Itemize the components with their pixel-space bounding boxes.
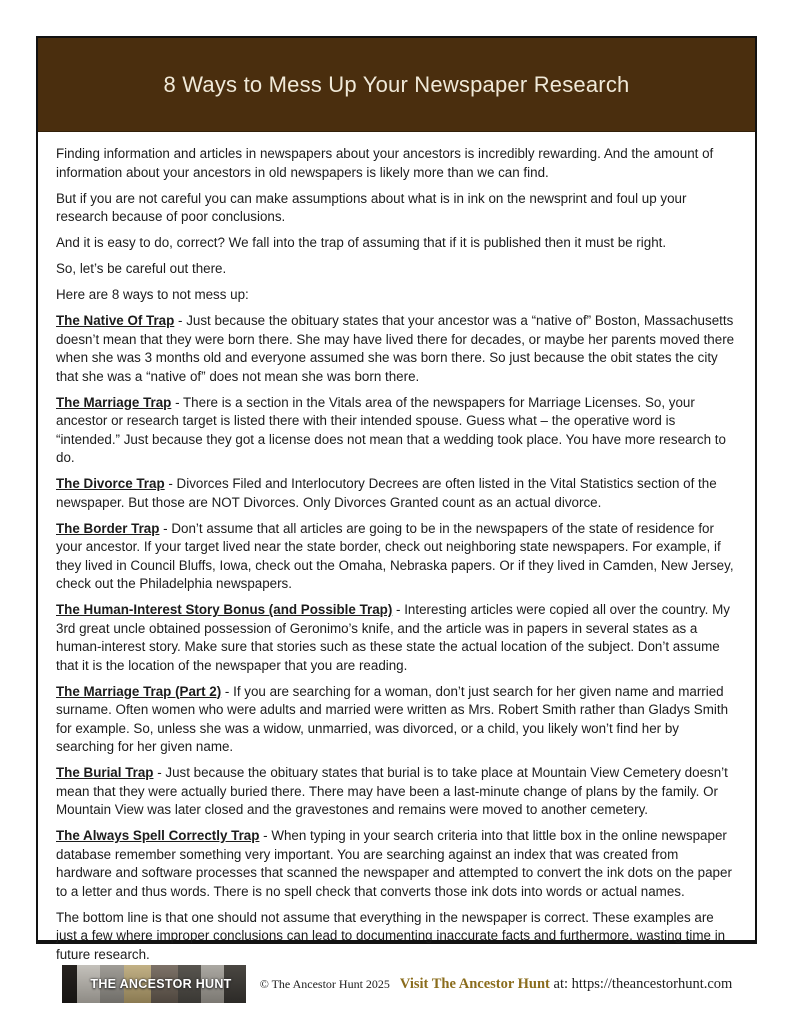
intro-paragraph: So, let’s be careful out there. bbox=[56, 261, 227, 276]
section-body: - There is a section in the Vitals area of the newspapers for Marriage Licenses. So, your ancestor or research target is listed there with their intended spouse. Guess what – the operative word is “intended.” Just because they got a license does not mean that a wedding took place. You have more research to do. bbox=[56, 394, 726, 465]
section-heading: The Burial Trap bbox=[56, 765, 154, 780]
section-heading: The Human-Interest Story Bonus (and Possible Trap) bbox=[56, 602, 393, 617]
section-heading: The Border Trap bbox=[56, 520, 160, 536]
section-paragraph bbox=[56, 394, 737, 468]
section-paragraph bbox=[56, 764, 737, 820]
ancestor-hunt-logo bbox=[62, 965, 246, 1003]
section-body: - When typing in your search criteria into that little box in the online newspaper database remember something very important. You are searching against an index that was created from hardware and software processes that scanned the newspaper and attempted to convert the ink dots on the paper to a letter and thus words. There is no spell check that converts those ink dots into words or actual names. bbox=[56, 828, 732, 899]
section-body: - Interesting articles were copied all over the country. My 3rd great uncle obtained possession of Geronimo’s knife, and the article was in papers in several states as a human-interest story. Make sure that stories such as these state the actual location of the subject. Don’t assume that it is the location of the newspaper that you are reading. bbox=[56, 602, 730, 673]
section-paragraph bbox=[56, 312, 737, 386]
section-body: - Don’t assume that all articles are going to be in the newspapers of the state of residence for your ancestor. If your target lived near the state border, check out neighboring state newspapers. For example, if they lived in Council Bluffs, Iowa, check out the Omaha, Nebraska papers. Or if they lived in Camden, New Jersey, check out the Philadelphia newspapers. bbox=[56, 520, 734, 591]
content-box bbox=[36, 36, 757, 962]
logo-text: THE ANCESTOR HUNT bbox=[90, 977, 232, 991]
section-paragraph bbox=[56, 683, 737, 757]
intro-paragraph: Here are 8 ways to not mess up: bbox=[56, 287, 249, 302]
section-paragraph bbox=[56, 601, 737, 675]
section-paragraph bbox=[56, 827, 737, 901]
section-heading: The Always Spell Correctly Trap bbox=[56, 828, 260, 843]
section-paragraph bbox=[56, 475, 737, 512]
section-paragraph bbox=[56, 520, 737, 594]
visit-url[interactable]: at: https://theancestorhunt.com bbox=[549, 976, 733, 992]
copyright-text: © The Ancestor Hunt 2025 bbox=[259, 977, 390, 991]
section-body: - If you are searching for a woman, don’t just search for her given name and married surname. Often women who were adults and married were written as Mrs. Robert Smith rather than Gladys Smith for example. So, unless she was a widow, unmarried, was divorced, or a child, you likely won’t find her by searching for her given name. bbox=[56, 683, 729, 754]
section-heading: The Marriage Trap (Part 2) bbox=[56, 683, 222, 699]
logo-photo-tile bbox=[62, 965, 77, 1003]
footer-text bbox=[246, 975, 756, 993]
section-body: - Just because the obituary states that your ancestor was a “native of” Boston, Massachusetts doesn’t mean that they were born there. She may have lived there for decades, or maybe her parents moved there when she was 3 months old and everyone assumed she was born there. So just because the obit states the city that she was a “native of” does not mean she was born there. bbox=[56, 313, 735, 384]
page-footer bbox=[36, 960, 756, 1008]
article-body bbox=[38, 132, 755, 964]
section-body: - Just because the obituary states that burial is to take place at Mountain View Cemetery doesn’t mean that they were actually buried there. There may have been a last-minute change of plans by the family. Or Mountain View was later closed and the gravestones and remains were moved to another cemetery. bbox=[56, 765, 728, 817]
intro-paragraph: Finding information and articles in newspapers about your ancestors is incredibly rewarding. And the amount of information about your ancestors in old newspapers is likely more than we can find. bbox=[56, 146, 714, 180]
section-heading: The Divorce Trap bbox=[56, 476, 165, 491]
closing-paragraph: The bottom line is that one should not assume that everything in the newspaper is correct. These examples are just a few where improper conclusions can lead to documenting inaccurate facts and furthermore, wasting time in future research. bbox=[56, 909, 726, 962]
intro-paragraph: But if you are not careful you can make assumptions about what is in ink on the newsprint and foul up your research because of poor conclusions. bbox=[56, 190, 687, 224]
section-heading: The Native Of Trap bbox=[56, 313, 175, 328]
page-title: 8 Ways to Mess Up Your Newspaper Research bbox=[163, 71, 630, 97]
intro-paragraph: And it is easy to do, correct? We fall into the trap of assuming that if it is published then it must be right. bbox=[56, 235, 667, 250]
title-banner bbox=[38, 38, 755, 132]
section-body: - Divorces Filed and Interlocutory Decrees are often listed in the Vital Statistics section of the newspaper. But those are NOT Divorces. Only Divorces Granted count as an actual divorce. bbox=[56, 476, 717, 510]
section-heading: The Marriage Trap bbox=[56, 394, 172, 410]
visit-link[interactable]: Visit The Ancestor Hunt bbox=[399, 976, 550, 992]
